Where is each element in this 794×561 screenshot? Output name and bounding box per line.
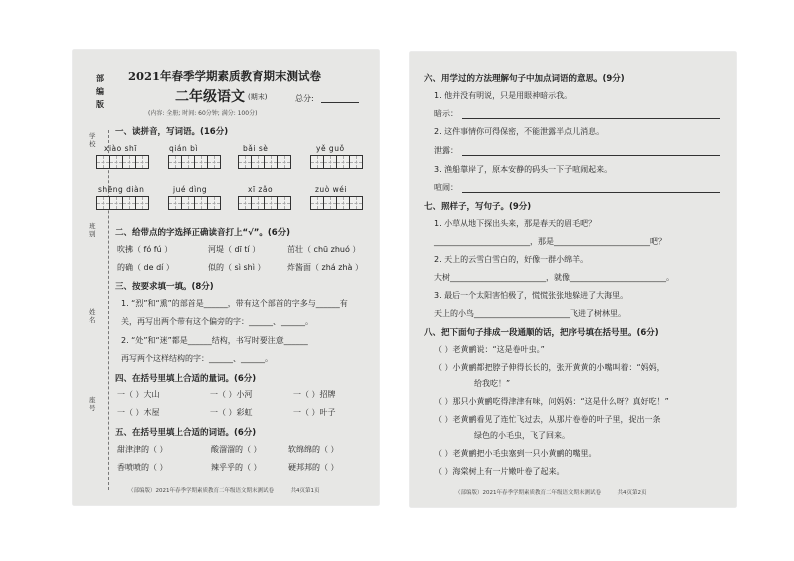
- word-blank[interactable]: 软绵绵的（ ）: [288, 445, 339, 454]
- edition-char: 编: [96, 87, 104, 96]
- edition-label: [95, 72, 105, 111]
- pinyin-label: qián bì: [169, 144, 198, 153]
- page-footer: （部编版）2021年春季学期素质教育二年级语文期末测试卷 共4页第1页: [128, 488, 320, 494]
- writing-grid[interactable]: [310, 155, 362, 169]
- section-5-title: 五、在括号里填上合适的词语。(6分): [115, 428, 257, 438]
- exam-info: (内容: 全册; 时间: 60分钟; 满分: 100分): [148, 110, 258, 117]
- exam-page-2: [410, 52, 736, 507]
- answer-line[interactable]: [462, 192, 720, 193]
- question-text: 3. 渔船靠岸了，原本安静的码头一下子喧闹起来。: [434, 165, 613, 174]
- writing-grid[interactable]: [238, 155, 290, 169]
- pinyin-label: shēng diàn: [98, 185, 145, 194]
- question-text: 1. 他并没有明说，只是用眼神暗示我。: [434, 91, 573, 100]
- fill-line[interactable]: 关，再写出两个带有这个偏旁的字：______、______。: [121, 317, 313, 326]
- exam-page-1: [73, 50, 379, 505]
- sentence-fill[interactable]: 天上的小鸟________________________飞进了树林里。: [434, 309, 626, 318]
- section-4-title: 四、在括号里填上合适的量词。(6分): [115, 374, 257, 384]
- subject-title: 二年级语文: [175, 89, 245, 105]
- reading-choice[interactable]: 河堤（ dī tí ）: [208, 245, 261, 254]
- answer-label: 暗示：: [434, 109, 458, 118]
- section-8-title: 八、把下面句子排成一段通顺的话，把序号填在括号里。(6分): [424, 328, 659, 338]
- measure-word-blank[interactable]: 一（ ）大山: [117, 390, 160, 399]
- measure-word-blank[interactable]: 一（ ）叶子: [293, 408, 336, 417]
- pinyin-label: zuò wéi: [315, 185, 347, 194]
- reading-choice[interactable]: 似的（ sì shì ）: [208, 263, 266, 272]
- fill-line[interactable]: 2. “处”和“迷”都是______结构，书写时要注意______: [121, 336, 308, 345]
- reading-choice[interactable]: 的确（ de dí ）: [117, 263, 174, 272]
- section-1-title: 一、读拼音，写词语。(16分): [115, 127, 229, 137]
- total-score-label: 总分:: [295, 94, 314, 103]
- question-text: 2. 这件事情你可得保密，不能泄露半点儿消息。: [434, 127, 605, 136]
- word-blank[interactable]: 硬邦邦的（ ）: [288, 463, 339, 472]
- example-sentence: 2. 天上的云雪白雪白的，好像一群小绵羊。: [434, 255, 589, 264]
- pinyin-label: jué dìng: [173, 185, 208, 194]
- section-7-title: 七、照样子，写句子。(9分): [424, 202, 532, 212]
- example-sentence: 1. 小草从地下探出头来，那是春天的眉毛吧？: [434, 219, 597, 228]
- order-item[interactable]: （ ）那只小黄鹂吃得津津有味，问妈妈：“这是什么呀？真好吃！”: [434, 397, 669, 406]
- order-item[interactable]: （ ）老黄鹂看见了连忙飞过去，从那片卷卷的叶子里，捉出一条: [434, 415, 661, 424]
- answer-line[interactable]: [462, 155, 720, 156]
- reading-choice[interactable]: 炸酱面（ zhá zhà ）: [287, 263, 363, 272]
- order-item[interactable]: （ ）老黄鹂说：“这是卷叶虫。”: [434, 345, 545, 354]
- measure-word-blank[interactable]: 一（ ）招牌: [293, 390, 336, 399]
- writing-grid[interactable]: [168, 196, 220, 210]
- word-blank[interactable]: 酸溜溜的（ ）: [211, 445, 262, 454]
- sentence-fill[interactable]: ________________________，那是________________________吧？: [434, 237, 666, 246]
- word-blank[interactable]: 甜津津的（ ）: [117, 445, 168, 454]
- subject-tag: (期末): [248, 93, 268, 101]
- side-label-seat: 座号: [89, 396, 96, 412]
- section-2-title: 二、给带点的字选择正确读音打上“√”。(6分): [115, 228, 291, 238]
- writing-grid[interactable]: [96, 155, 148, 169]
- writing-grid[interactable]: [168, 155, 220, 169]
- word-blank[interactable]: 辣乎乎的（ ）: [211, 463, 262, 472]
- reading-choice[interactable]: 吹拂（ fó fú ）: [117, 245, 173, 254]
- side-label-name: 姓名: [89, 308, 96, 324]
- fill-line[interactable]: 再写两个这样结构的字：______、______。: [121, 354, 273, 363]
- measure-word-blank[interactable]: 一（ ）彩虹: [210, 408, 253, 417]
- answer-label: 泄露：: [434, 146, 458, 155]
- page-footer: （部编版）2021年春季学期素质教育二年级语文期末测试卷 共4页第2页: [455, 490, 647, 496]
- word-blank[interactable]: 香喷喷的（ ）: [117, 463, 168, 472]
- writing-grid[interactable]: [310, 196, 362, 210]
- exam-title: 2021年春季学期素质教育期末测试卷: [128, 69, 322, 83]
- binding-line: [108, 130, 109, 490]
- pinyin-label: xiào shī: [104, 144, 137, 153]
- section-3-title: 三、按要求填一填。(8分): [115, 282, 214, 292]
- answer-label: 喧闹：: [434, 183, 458, 192]
- order-item[interactable]: （ ）海棠树上有一片嫩叶卷了起来。: [434, 467, 565, 476]
- reading-choice[interactable]: 茁壮（ chū zhuó ）: [287, 245, 361, 254]
- measure-word-blank[interactable]: 一（ ）小河: [210, 390, 253, 399]
- answer-line[interactable]: [462, 118, 720, 119]
- pinyin-label: yě guǒ: [316, 144, 345, 153]
- sentence-fill[interactable]: 大树________________________，就像________________________。: [434, 273, 674, 282]
- edition-char: 版: [96, 100, 104, 109]
- measure-word-blank[interactable]: 一（ ）木屋: [117, 408, 160, 417]
- pinyin-label: bǎi sè: [243, 144, 269, 153]
- fill-line[interactable]: 1. “烈”和“熏”的部首是______，带有这个部首的字多与______有: [121, 299, 348, 308]
- order-item-continued: 绿色的小毛虫，飞了回来。: [434, 431, 570, 440]
- order-item[interactable]: （ ）老黄鹂把小毛虫塞到一只小黄鹂的嘴里。: [434, 449, 597, 458]
- writing-grid[interactable]: [238, 196, 290, 210]
- order-item-continued: 给我吃！”: [434, 379, 511, 388]
- edition-char: 部: [96, 74, 104, 83]
- total-score-blank[interactable]: [321, 102, 359, 103]
- pinyin-label: xī zǎo: [248, 185, 274, 194]
- side-label-school: 学校: [89, 132, 96, 148]
- section-6-title: 六、用学过的方法理解句子中加点词语的意思。(9分): [424, 74, 625, 84]
- example-sentence: 3. 最后一个太阳害怕极了，慌慌张张地躲进了大海里。: [434, 291, 629, 300]
- writing-grid[interactable]: [96, 196, 148, 210]
- order-item[interactable]: （ ）小黄鹂都把脖子伸得长长的，张开黄黄的小嘴叫着：“妈妈，: [434, 363, 665, 372]
- side-label-class: 班别: [89, 222, 96, 238]
